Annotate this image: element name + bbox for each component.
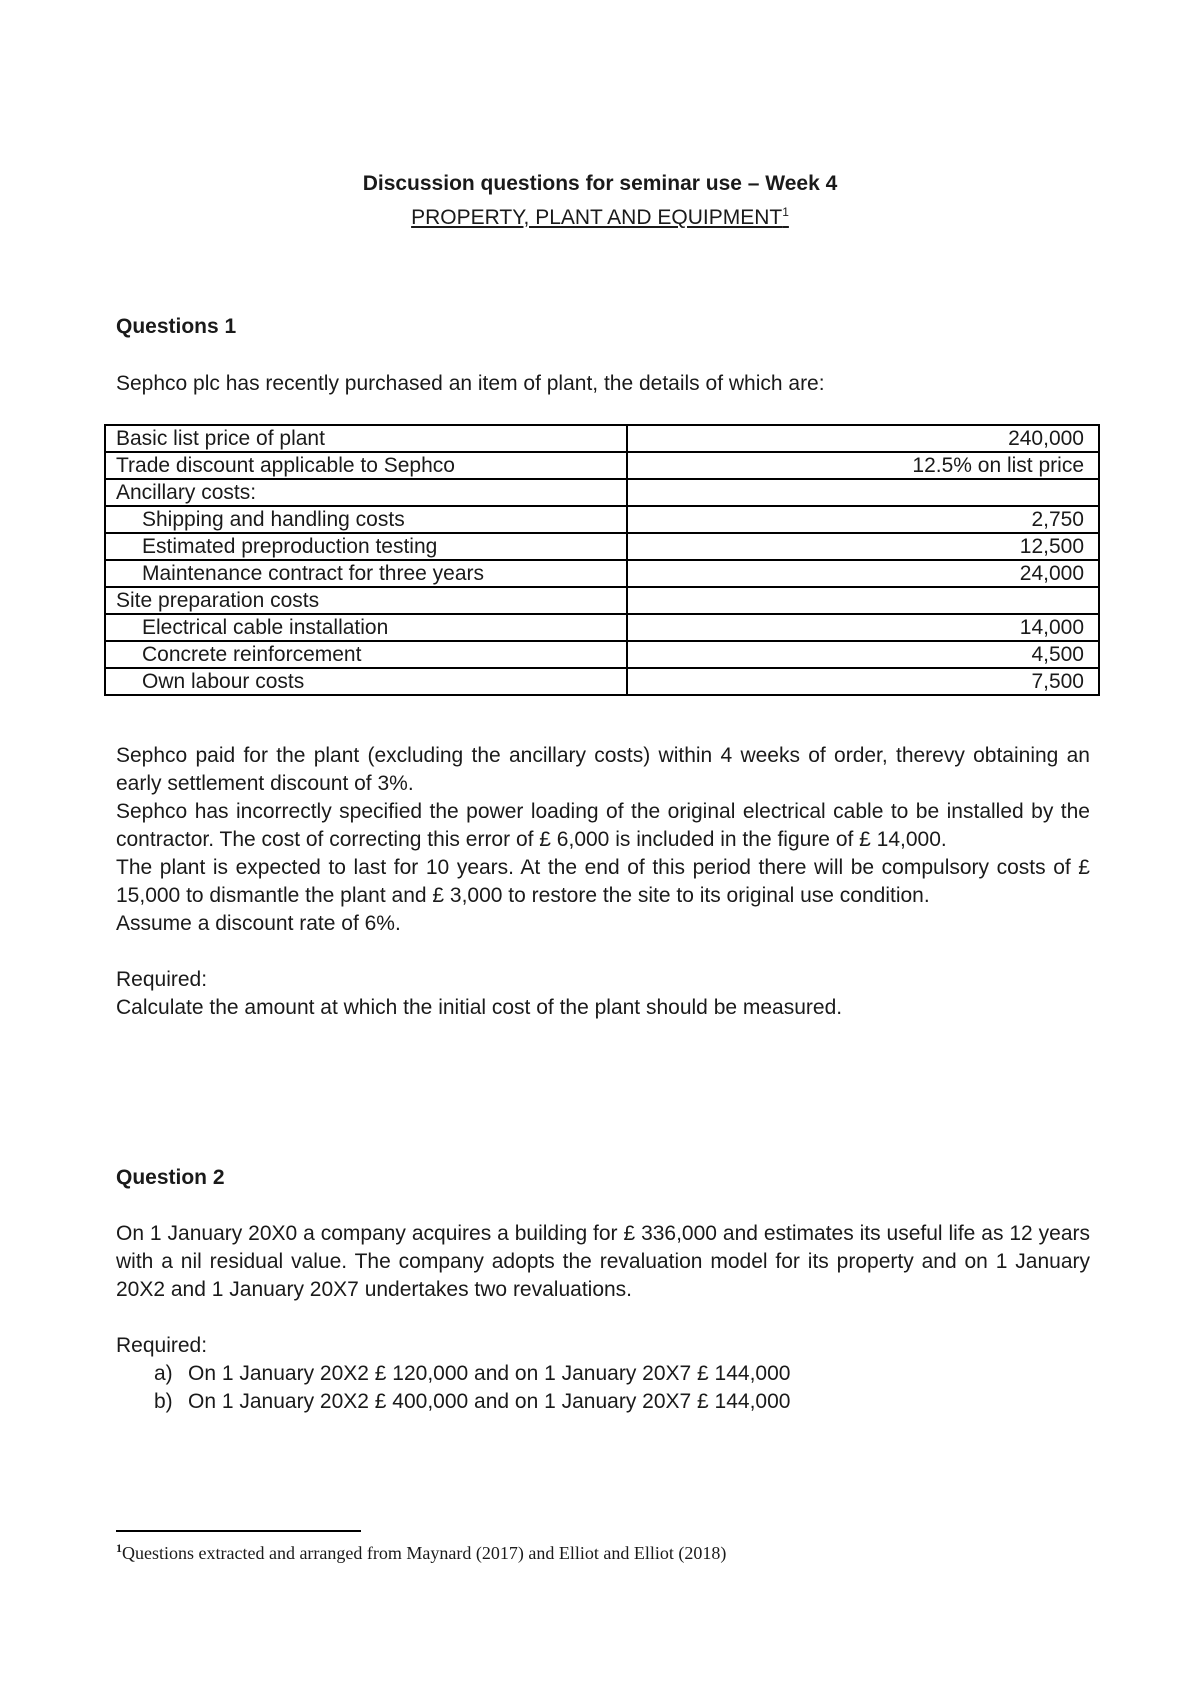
table-cell-label: Electrical cable installation xyxy=(105,614,627,641)
table-cell-value: 2,750 xyxy=(627,506,1099,533)
table-row xyxy=(105,614,1099,641)
table-cell-label: Trade discount applicable to Sephco xyxy=(105,452,627,479)
question-2-required xyxy=(116,1332,1090,1416)
table-row xyxy=(105,560,1099,587)
footnote-reference[interactable]: 1 xyxy=(782,205,789,219)
table-row xyxy=(105,641,1099,668)
table-cell-label: Basic list price of plant xyxy=(105,425,627,452)
spacer xyxy=(116,938,1090,966)
table-cell-value xyxy=(627,479,1099,506)
list-marker: b) xyxy=(154,1390,173,1413)
table-cell-label: Shipping and handling costs xyxy=(105,506,627,533)
footnote xyxy=(116,1536,726,1565)
question-2-body xyxy=(116,1220,1090,1304)
table-cell-label: Concrete reinforcement xyxy=(105,641,627,668)
document-title: Discussion questions for seminar use – Week 4 xyxy=(362,172,838,195)
table-cell-label: Ancillary costs: xyxy=(105,479,627,506)
table-cell-value: 14,000 xyxy=(627,614,1099,641)
footnote-divider xyxy=(116,1530,361,1532)
list-item xyxy=(116,1360,1090,1388)
table-cell-value: 12,500 xyxy=(627,533,1099,560)
table-row xyxy=(105,587,1099,614)
paragraph-dismantling-costs: The plant is expected to last for 10 years. At the end of this period there will be compulsory costs of £ 15,000 to dismantle the plant and £ 3,000 to restore the site to its original use condition. xyxy=(116,856,1090,907)
question-2-text: On 1 January 20X0 a company acquires a building for £ 336,000 and estimates its useful life as 12 years with a nil residual value. The company adopts the revaluation model for its property and on 1 January 20X2 and 1 January 20X7 undertakes two revaluations. xyxy=(116,1222,1090,1301)
table-row xyxy=(105,533,1099,560)
list-item-text: On 1 January 20X2 £ 120,000 and on 1 January 20X7 £ 144,000 xyxy=(188,1362,791,1385)
table-cell-label: Estimated preproduction testing xyxy=(105,533,627,560)
table-row xyxy=(105,479,1099,506)
table-cell-value xyxy=(627,587,1099,614)
question-1-intro: Sephco plc has recently purchased an item of plant, the details of which are: xyxy=(116,372,825,395)
table-cell-value: 12.5% on list price xyxy=(627,452,1099,479)
footnote-text: Questions extracted and arranged from Maynard (2017) and Elliot and Elliot (2018) xyxy=(122,1543,727,1563)
table-cell-label: Site preparation costs xyxy=(105,587,627,614)
footnote-number: 1 xyxy=(116,1541,122,1555)
table-cell-value: 4,500 xyxy=(627,641,1099,668)
question-1-heading: Questions 1 xyxy=(116,315,237,338)
required-label: Required: xyxy=(116,968,208,991)
table-row xyxy=(105,506,1099,533)
paragraph-discount-rate: Assume a discount rate of 6%. xyxy=(116,912,401,935)
table-row xyxy=(105,452,1099,479)
revaluation-list xyxy=(116,1360,1090,1416)
list-marker: a) xyxy=(154,1362,173,1385)
required-label: Required: xyxy=(116,1334,208,1357)
table-cell-label: Maintenance contract for three years xyxy=(105,560,627,587)
plant-cost-table xyxy=(104,424,1100,696)
table-cell-label: Own labour costs xyxy=(105,668,627,695)
table-row xyxy=(105,668,1099,695)
paragraph-cable-error: Sephco has incorrectly specified the power loading of the original electrical cable to be installed by the contractor. The cost of correcting this error of £ 6,000 is included in the figure of £ 14,000. xyxy=(116,800,1090,851)
table-cell-value: 240,000 xyxy=(627,425,1099,452)
table-cell-value: 24,000 xyxy=(627,560,1099,587)
list-item xyxy=(116,1388,1090,1416)
question-1-body xyxy=(116,742,1090,1022)
title-block xyxy=(0,170,1200,232)
table-cell-value: 7,500 xyxy=(627,668,1099,695)
document-subtitle xyxy=(0,198,1200,232)
subtitle-text: PROPERTY, PLANT AND EQUIPMENT xyxy=(411,206,783,229)
table-row xyxy=(105,425,1099,452)
required-text: Calculate the amount at which the initial cost of the plant should be measured. xyxy=(116,996,843,1019)
list-item-text: On 1 January 20X2 £ 400,000 and on 1 January 20X7 £ 144,000 xyxy=(188,1390,791,1413)
paragraph-settlement-discount: Sephco paid for the plant (excluding the ancillary costs) within 4 weeks of order, therevy obtaining an early settlement discount of 3%. xyxy=(116,744,1090,795)
question-2-heading: Question 2 xyxy=(116,1166,225,1189)
